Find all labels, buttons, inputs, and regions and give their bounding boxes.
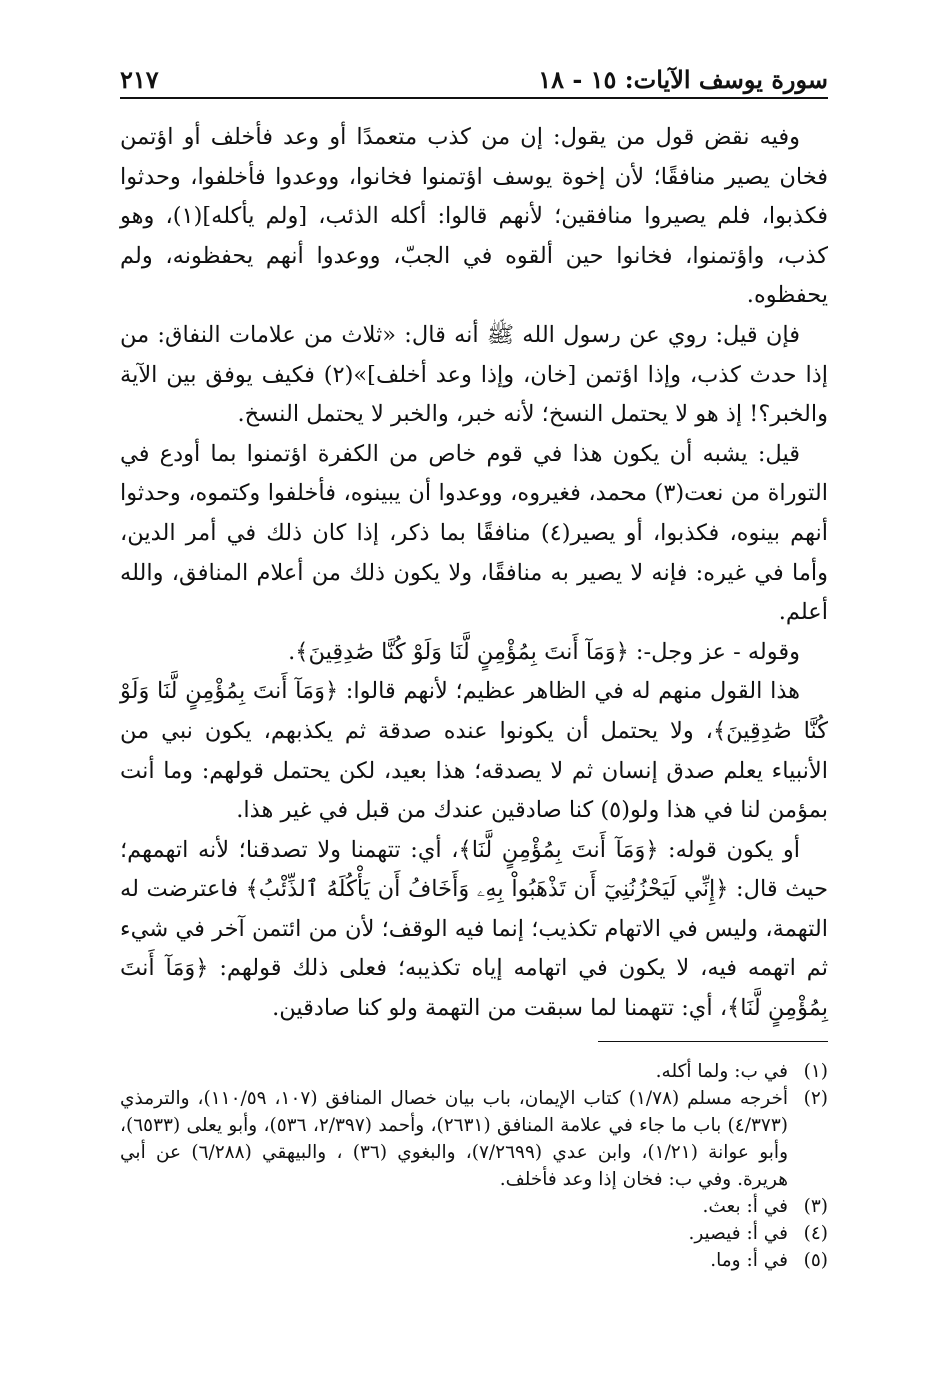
footnotes <box>120 1058 828 1274</box>
paragraph: فإن قيل: روي عن رسول الله ﷺ أنه قال: «ثلاث من علامات النفاق: من إذا حدث كذب، وإذا اؤتمن [خان، وإذا وعد أخلف]»(٢) فكيف يوفق بين الآية والخبر؟! إذ هو لا يحتمل النسخ؛ لأنه خبر، والخبر لا يحتمل النسخ. <box>120 321 828 428</box>
footnote <box>120 1193 828 1220</box>
footnote-number: (٢) <box>803 1088 828 1109</box>
paragraph: قيل: يشبه أن يكون هذا في قوم خاص من الكفرة اؤتمنوا بما أودع في التوراة من نعت(٣) محمد، فغيروه، ووعدوا أن يبينوه، فأخلفوا وكتموه، وحدثوا أنهم بينوه، فكذبوا، أو يصير(٤) منافقًا بما ذكر، إذا كان ذلك في أمر الدين، وأما في غيره: فإنه لا يصير به منافقًا، ولا يكون ذلك من أعلام المنافق، والله أعلم. <box>120 440 828 626</box>
footnote <box>120 1220 828 1247</box>
footnote <box>120 1247 828 1274</box>
paragraph: هذا القول منهم له في الظاهر عظيم؛ لأنهم قالوا: ﴿وَمَآ أَنتَ بِمُؤْمِنٍ لَّنَا وَلَوْ كُنَّا صَٰدِقِينَ﴾، ولا يحتمل أن يكونوا عنده صدقة ثم يكذبهم، يكون نبي من الأنبياء يعلم صدق إنسان ثم لا يصدقه؛ هذا بعيد، لكن يحتمل قولهم: وما أنت بمؤمن لنا في هذا ولو(٥) كنا صادقين عندك من قبل في غير هذا. <box>120 678 828 824</box>
footnote-number: (٤) <box>803 1223 828 1244</box>
footnote <box>120 1058 828 1085</box>
footnote <box>120 1085 828 1193</box>
footnote-number: (٥) <box>803 1250 828 1271</box>
footnote-text: في ب: ولما أكله. <box>655 1061 788 1082</box>
footnote-text: أخرجه مسلم (١/٧٨) كتاب الإيمان، باب بيان خصال المنافق (١٠٧، ١١٠/٥٩)، والترمذي (٤/٣٧٣) باب ما جاء في علامة المنافق (٢٦٣١)، وأحمد (٢/٣٩٧، ٥٣٦)، وأبو يعلى (٦٥٣٣)، وأبو عوانة (١/٢١)، وابن عدي (٧/٢٦٩٩)، والبغوي (٣٦) ، والبيهقي (٦/٢٨٨) عن أبي هريرة. وفي ب: فخان إذا وعد فأخلف. <box>120 1088 789 1190</box>
page-number: ٢١٧ <box>120 65 159 94</box>
footnote-separator <box>598 1041 828 1042</box>
footnote-number: (٣) <box>803 1196 828 1217</box>
running-title: سورة يوسف الآيات: ١٥ - ١٨ <box>538 65 828 94</box>
page-header <box>120 56 828 94</box>
paragraph: وقوله - عز وجل-: ﴿وَمَآ أَنتَ بِمُؤْمِنٍ لَّنَا وَلَوْ كُنَّا صَٰدِقِينَ﴾. <box>288 638 800 665</box>
footnote-text: في أ: فيصير. <box>688 1223 788 1244</box>
paragraph: وفيه نقض قول من يقول: إن من كذب متعمدًا أو وعد فأخلف أو اؤتمن فخان يصير منافقًا؛ لأن إخوة يوسف اؤتمنوا فخانوا، ووعدوا فأخلفوا، وحدثوا فكذبوا، فلم يصيروا منافقين؛ لأنهم قالوا: أكله الذئب، [ولم يأكله](١)، وهو كذب، واؤتمنوا، فخانوا حين ألقوه في الجبّ، ووعدوا أنهم يحفظونه، ولم يحفظوه. <box>120 124 828 309</box>
main-text <box>120 118 828 1029</box>
paragraph: أو يكون قوله: ﴿وَمَآ أَنتَ بِمُؤْمِنٍ لَّنَا﴾، أي: تتهمنا ولا تصدقنا؛ لأنه اتهمهم؛ حيث قال: ﴿إِنِّي لَيَحْزُنُنِيٓ أَن تَذْهَبُواْ بِهِۦ وَأَخَافُ أَن يَأْكُلَهُ ٱلذِّئْبُ﴾ فاعترضت له التهمة، وليس في الاتهام تكذيب؛ إنما فيه الوقف؛ لأن من ائتمن آخر في شيء ثم اتهمه فيه، لا يكون في اتهامه إياه تكذيبه؛ فعلى ذلك قولهم: ﴿وَمَآ أَنتَ بِمُؤْمِنٍ لَّنَا﴾، أي: تتهمنا لما سبقت من التهمة ولو كنا صادقين. <box>120 836 828 1022</box>
footnote-text: في أ: بعث. <box>702 1196 788 1217</box>
footnote-number: (١) <box>803 1061 828 1082</box>
header-rule <box>120 97 828 99</box>
footnote-text: في أ: وما. <box>710 1250 788 1271</box>
